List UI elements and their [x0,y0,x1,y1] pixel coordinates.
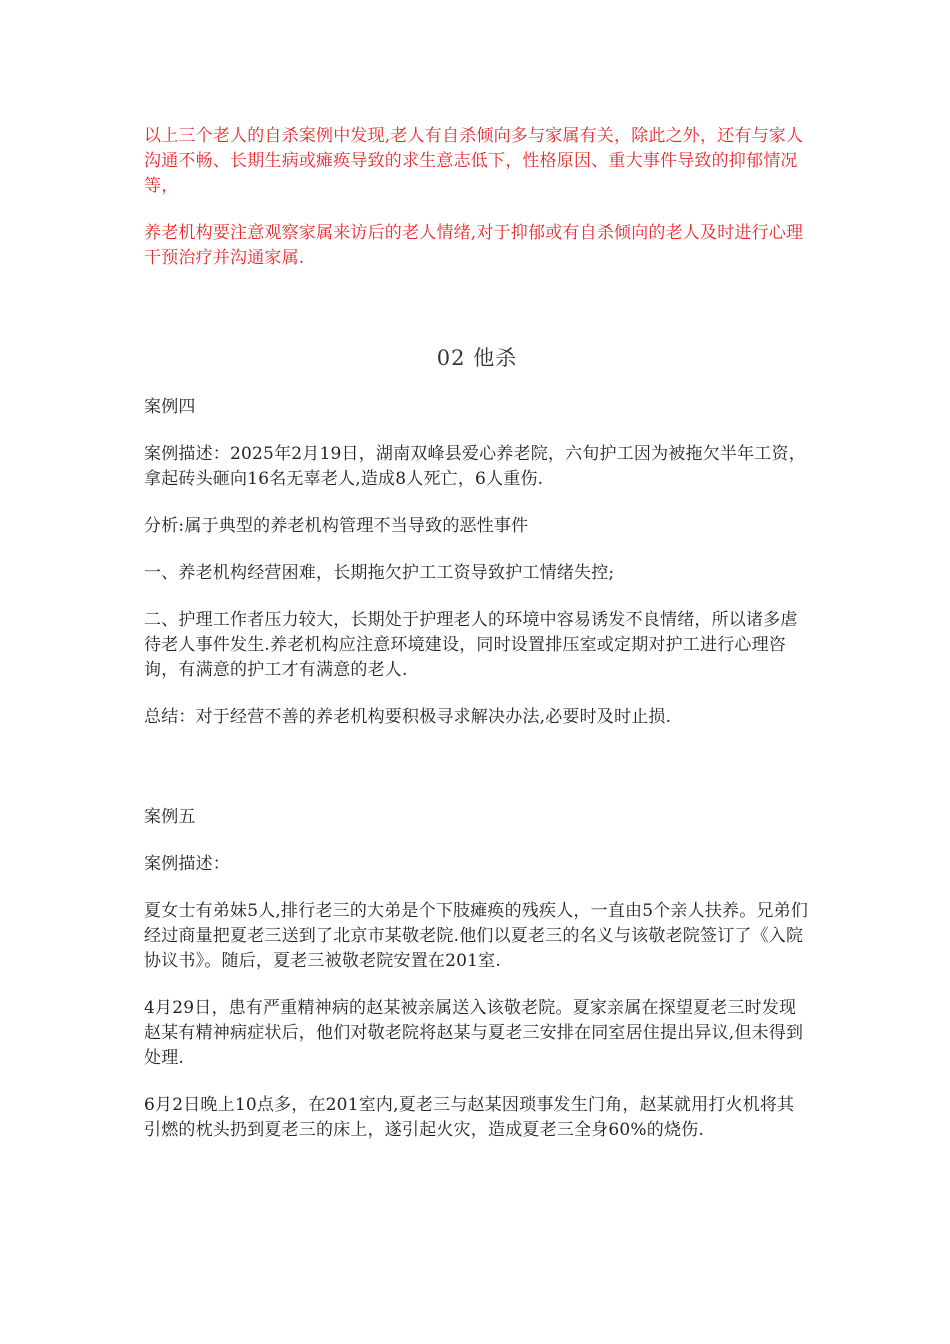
case5-paragraph-3: 6月2日晚上10点多，在201室内,夏老三与赵某因琐事发生门角，赵某就用打火机将其引燃的枕头扔到夏老三的床上，遂引起火灾，造成夏老三全身60%的烧伤. [144,1095,795,1140]
case4-point-1: 一、养老机构经营困难，长期拖欠护工工资导致护工情绪失控; [144,563,615,583]
case5-paragraph-2: 4月29日，患有严重精神病的赵某被亲属送入该敬老院。夏家亲属在探望夏老三时发现赵某有精神病症状后，他们对敬老院将赵某与夏老三安排在同室居住提出异议,但未得到处理. [144,998,804,1068]
case5-title: 案例五 [144,807,196,827]
section-title: 02 他杀 [436,346,518,370]
case4-point-2: 二、护理工作者压力较大，长期处于护理老人的环境中容易诱发不良情绪，所以诸多虐待老人事件发生.养老机构应注意环境建设，同时设置排压室或定期对护工进行心理咨询，有满意的护工才有满意的老人. [144,610,798,680]
case4-analysis: 分析:属于典型的养老机构管理不当导致的恶性事件 [144,516,529,536]
case4-title: 案例四 [144,397,196,417]
intro-paragraph-1: 以上三个老人的自杀案例中发现,老人有自杀倾向多与家属有关，除此之外，还有与家人沟通不畅、长期生病或瘫痪导致的求生意志低下，性格原因、重大事件导致的抑郁情况等， [144,126,804,196]
case4-summary: 总结：对于经营不善的养老机构要积极寻求解决办法,必要时及时止损. [144,707,672,727]
case4-description: 案例描述：2025年2月19日，湖南双峰县爱心养老院，六旬护工因为被拖欠半年工资，拿起砖头砸向16名无辜老人,造成8人死亡，6人重伤. [144,444,806,489]
case5-description-label: 案例描述： [144,854,230,874]
case5-paragraph-1: 夏女士有弟妹5人,排行老三的大弟是个下肢瘫痪的残疾人，一直由5个亲人扶养。兄弟们经过商量把夏老三送到了北京市某敬老院.他们以夏老三的名义与该敬老院签订了《入院协议书》。随后，夏老三被敬老院安置在201室. [144,901,809,971]
intro-paragraph-2: 养老机构要注意观察家属来访后的老人情绪,对于抑郁或有自杀倾向的老人及时进行心理干预治疗并沟通家属. [144,223,804,268]
